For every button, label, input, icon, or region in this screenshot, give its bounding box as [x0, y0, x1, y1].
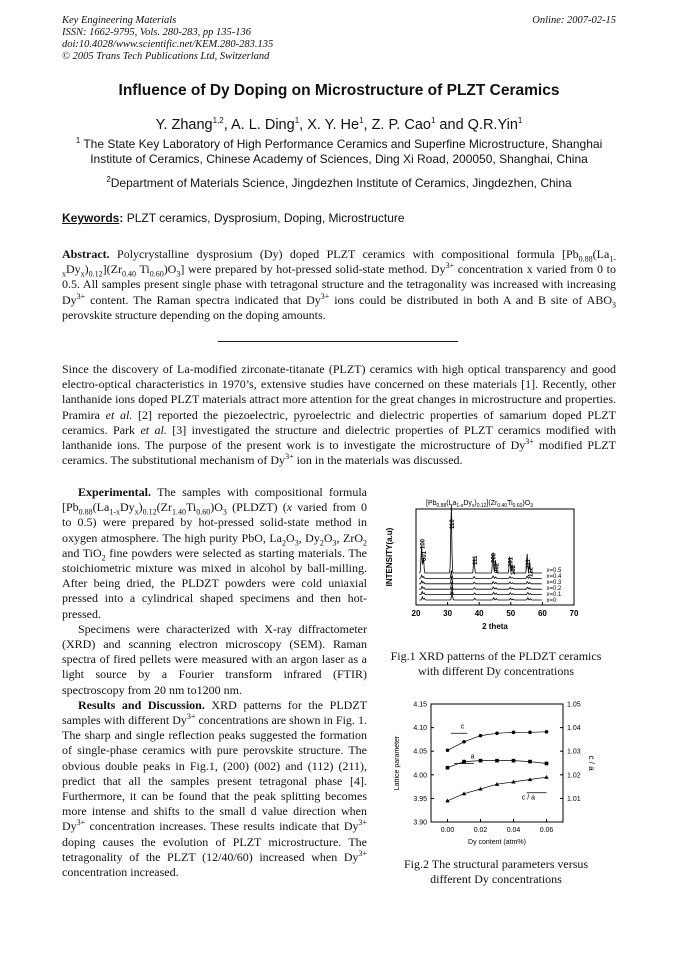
copyright-line: © 2005 Trans Tech Publications Ltd, Switzerland: [62, 51, 270, 62]
lattice-label-a: a: [470, 753, 475, 761]
lattice-point-a: [446, 766, 450, 770]
xrd-peak-label: 110: [450, 519, 457, 529]
issn-line: ISSN: 1662-9795, Vols. 280-283, pp 135-136: [62, 27, 251, 38]
lattice-point-c: [446, 748, 450, 752]
abstract: Abstract. Polycrystalline dysprosium (Dy) doped PLZT ceramics with compositional formula $[Pb_{0.88}(La_{1-x}Dy_x)_{0.12}](Zr_{0.40}$ $Ti_{0.60})O_3$] were prepared by hot-pressed solid-state method. $Dy^{3+}$ concentration x varied from 0 to 0.5. All samples present single phase with tetragonal structure and the tetragonality was increased with increasing $Dy^{3+}$ content. The Raman spectra indicated that $Dy^{3+}$ ions could be distributed in both A and B site of $ABO_3$ perovskite structure depending on the doping amounts.: [62, 247, 616, 322]
lattice-chart: [385, 696, 605, 851]
lattice-point-c: [545, 730, 549, 734]
running-header: [62, 15, 273, 63]
xrd-peak-label: 100: [420, 538, 427, 549]
xrd-peak-label: 112: [528, 567, 535, 577]
xrd-legend-entry: x=0.4: [546, 574, 562, 580]
lattice-point-c: [479, 734, 483, 738]
affiliation-1: $^1$ The State Key Laboratory of High Performance Ceramics and Superfine Microstructure, Shanghai Institute of Ceramics, Chinese Academy of Sciences, Ding Xi Road, 200050, Shanghai, China: [75, 136, 603, 166]
lattice-y2-tick-label: 1.02: [567, 772, 581, 780]
lattice-x-tick-label: 0.00: [440, 827, 455, 834]
xrd-y-label: INTENSITY(a.u): [385, 527, 394, 587]
lattice-plot-area: [394, 702, 596, 847]
lattice-label-c: c: [460, 723, 465, 731]
xrd-legend-entry: x=0.1: [546, 592, 562, 598]
xrd-peak-label: 211: [525, 559, 532, 569]
xrd-plot-area: [385, 500, 579, 631]
experimental-paragraph: Experimental. The samples with compositional formula [$Pb_{0.88}(La_{1-x}Dy_x)_{0.12}(Zr_{1.40}Ti_{0.60})O_3$ (PLDZT) (x varied from 0 to 0.5) were prepared by hot-pressed solid-state method in oxygen atmosphere. The high purity PbO, $La_2O_3$, $Dy_2O_3$, ZrO$_2$ and TiO$_2$ fine powders were selected as starting materials. The stoichiometric mixture was mixed in alcohol by ball-milling. After being dried, the PLDZT powders were cold uniaxial pressed into a cylindrical shaped specimens and then hot-pressed.: [62, 485, 367, 621]
lattice-x-label: Dy content (atm%): [468, 839, 526, 846]
lattice-y2-tick-label: 1.01: [567, 795, 581, 803]
lattice-y2-tick-label: 1.03: [567, 748, 581, 756]
xrd-legend-entry: x=0.3: [546, 580, 562, 586]
xrd-trace-4: [419, 570, 542, 578]
lattice-y-tick-label: 4.05: [413, 748, 427, 756]
lattice-y2-tick-label: 1.05: [567, 701, 581, 709]
xrd-peak-label: 002: [494, 562, 501, 573]
xrd-x-tick-label: 60: [537, 609, 547, 618]
lattice-y-tick-label: 4.00: [413, 772, 427, 780]
author-list: Y. Zhang$^{1,2}$, A. L. Ding$^1$, X. Y. He$^1$, Z. P. Cao$^1$ and Q.R.Yin$^1$: [155, 116, 523, 133]
lattice-point-c: [528, 731, 532, 735]
online-date: Online: 2007-02-15: [532, 15, 616, 26]
xrd-trace-3: [419, 576, 542, 584]
lattice-x-tick-label: 0.04: [506, 827, 521, 834]
xrd-chart-title: $[Pb_{0.88}(La_{1-x}Dy_x)_{0.12}](Zr_{0.40}Ti_{0.60})O_3$: [426, 500, 533, 509]
xrd-trace-0: [419, 592, 542, 600]
introduction: Since the discovery of La-modified zirconate-titanate (PLZT) ceramics with high optical transparency and good electro-optical characteristics in 1970’s, extensive studies have concerned on these materials [1]. Recently, other lanthanide ions doped PLZT materials attract more attention for the great changes in microstructure and properties. Pramira et al. [2] reported the piezoelectric, pyroelectric and dielectric properties of samarium doped PLZT ceramics. Park et al. [3] investigated the structure and dielectric properties of PLZT ceramics modified with lanthanide ions. The purpose of the present work is to investigate the microstructure of $Dy^{3+}$ modified PLZT ceramics. The substitutional mechanism of $Dy^{3+}$ ion in the materials was discussed.: [62, 362, 617, 468]
lattice-point-c: [495, 731, 499, 735]
paper-title: Influence of Dy Doping on Microstructure of PLZT Ceramics: [118, 82, 560, 99]
separator-rule: [218, 341, 458, 342]
xrd-trace-1: [419, 587, 542, 595]
doi-line: doi:10.4028/www.scientific.net/KEM.280-283.135: [62, 39, 274, 50]
lattice-label-ca: c / a: [521, 794, 535, 802]
lattice-point-c: [462, 740, 466, 744]
lattice-point-c: [512, 731, 516, 735]
xrd-peak-label: 201: [508, 556, 515, 567]
xrd-chart: [378, 493, 614, 641]
lattice-y-tick-label: 3.95: [413, 795, 427, 803]
xrd-x-tick-label: 40: [474, 609, 484, 618]
lattice-point-ca: [544, 775, 548, 779]
lattice-point-a: [495, 759, 499, 763]
lattice-y-tick-label: 4.10: [413, 725, 427, 733]
lattice-y-tick-label: 4.15: [413, 701, 427, 709]
xrd-peak-label: 102: [511, 564, 518, 575]
lattice-point-a: [479, 759, 483, 763]
lattice-point-a: [545, 762, 549, 766]
characterization-paragraph: Specimens were characterized with X-ray diffractometer (XRD) and scanning electron microscopy (SEM). Raman spectra of fired pellets were measured with an argon laser as a light source by a Fourier transform infrared (FTIR) spectroscopy from 20 nm to1200 nm.: [62, 621, 367, 697]
xrd-x-tick-label: 30: [443, 609, 453, 618]
xrd-legend-entry: x=0.2: [546, 586, 562, 592]
lattice-y-label: Lattice parameter: [394, 735, 401, 791]
xrd-trace-5: [419, 505, 542, 573]
lattice-y2-label: c / a: [587, 755, 596, 771]
lattice-x-tick-label: 0.06: [539, 827, 554, 834]
xrd-x-tick-label: 70: [569, 609, 579, 618]
lattice-x-tick-label: 0.02: [473, 827, 488, 834]
xrd-peak-label: 200: [491, 552, 498, 563]
left-column: [62, 485, 367, 880]
xrd-x-tick-label: 50: [506, 609, 516, 618]
figure-2-caption: Fig.2 The structural parameters versus different Dy concentrations: [403, 857, 589, 886]
lattice-y2-tick-label: 1.04: [567, 725, 581, 733]
journal-name: Key Engineering Materials: [62, 15, 177, 26]
lattice-point-a: [528, 760, 532, 764]
figure-1-caption: Fig.1 XRD patterns of the PLDZT ceramics with different Dy concentrations: [390, 649, 602, 678]
lattice-y-tick-label: 3.90: [413, 819, 427, 827]
xrd-legend-entry: x=0.5: [546, 568, 562, 574]
xrd-peak-label: 111: [472, 555, 479, 565]
xrd-legend-entry: x=0: [546, 598, 557, 604]
affiliation-2: $^2$Department of Materials Science, Jingdezhen Institute of Ceramics, Jingdezhen, China: [106, 175, 572, 190]
keywords: Keywords: PLZT ceramics, Dysprosium, Doping, Microstructure: [62, 211, 405, 225]
lattice-point-a: [462, 760, 466, 764]
xrd-peak-label: 001: [422, 550, 429, 561]
xrd-x-label: 2 theta: [482, 622, 508, 631]
xrd-x-tick-label: 20: [411, 609, 421, 618]
results-paragraph: Results and Discussion. XRD patterns for the PLDZT samples with different $Dy^{3+}$ concentrations are shown in Fig. 1. The sharp and single reflection peaks suggested the formation of single-phase ceramics with pure perovskite structure. The obvious double peaks in Fig.1, (200) (002) and (112) (211), predict that all the samples present tetragonal phase [4]. Furthermore, it can be found that the peak splitting becomes more intense and shifts to the small d value direction when $Dy^{3+}$ concentration increases. These results indicate that $Dy^{3+}$ doping causes the evolution of PLZT microstructure. The tetragonality of the PLZT (12/40/60) increased when $Dy^{3+}$ concentration increased.: [62, 697, 367, 880]
lattice-point-a: [512, 759, 516, 763]
